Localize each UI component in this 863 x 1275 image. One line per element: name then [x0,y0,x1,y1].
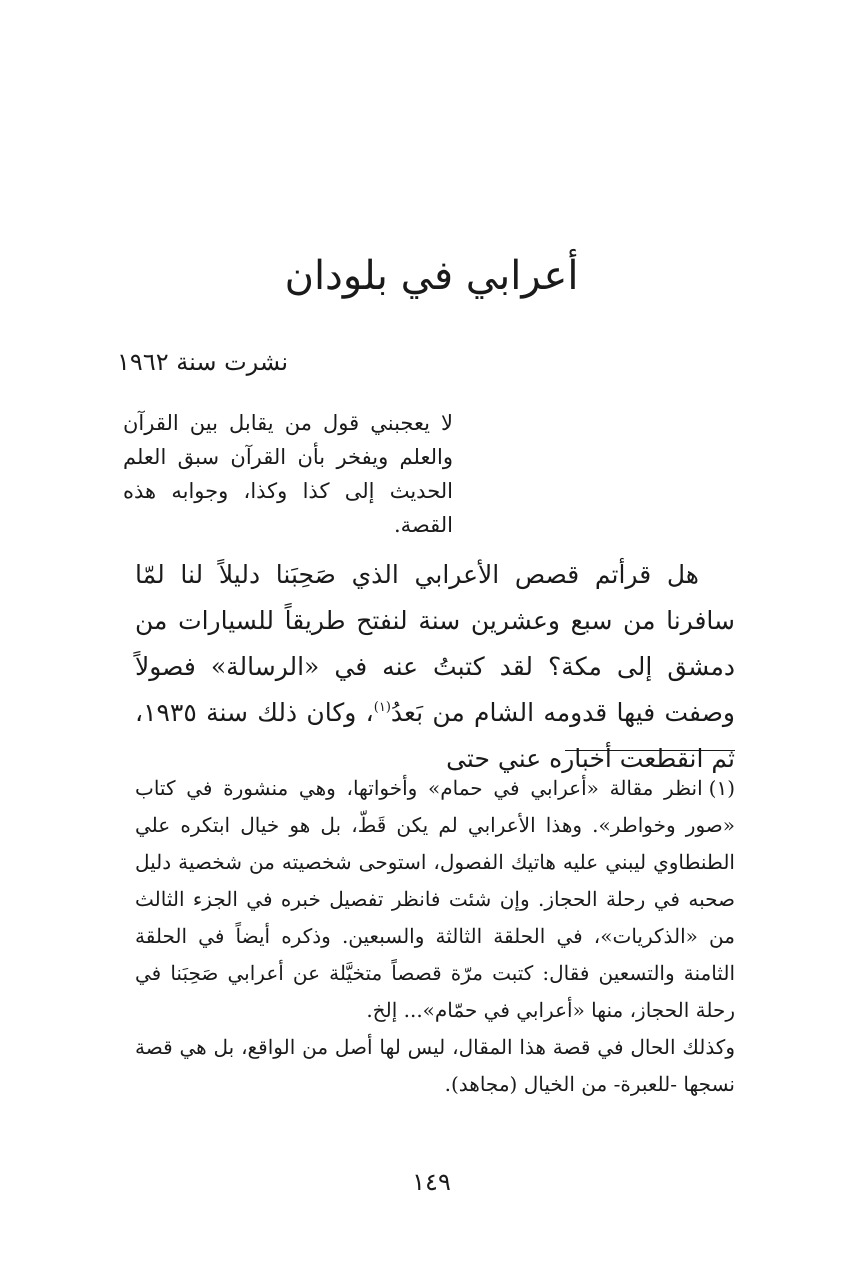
page-number: ١٤٩ [412,1168,451,1196]
footnotes [135,770,735,1103]
footnote-1 [135,770,735,1029]
footnote-separator [565,750,735,751]
publication-note: نشرت سنة ١٩٦٢ [117,348,288,376]
body-text-start: هل قرأتم قصص الأعرابي الذي صَحِبَنا دليلاً لنا لمّا سافرنا من سبع وعشرين سنة لنفتح طريقاً للسيارات من دمشق إلى مكة؟ لقد كتبتُ عنه في «الرسالة» فصولاً وصفت فيها قدومه الشام من بَعدُ [135,560,735,727]
page-title: أعرابي في بلودان [284,253,579,299]
footnote-number: (١) [708,776,735,800]
footnote-continuation: وكذلك الحال في قصة هذا المقال، ليس لها أصل من الواقع، بل هي قصة نسجها -للعبرة- من الخيال (مجاهد). [135,1035,735,1096]
body-paragraph [135,552,735,782]
epigraph: لا يعجبني قول من يقابل بين القرآن والعلم ويفخر بأن القرآن سبق العلم الحديث إلى كذا وكذا، وجوابه هذه القصة. [123,411,453,537]
body-text-end: ، وكان ذلك سنة ١٩٣٥، ثم انقطعت أخباره عني حتى [135,698,735,773]
footnote-reference: (١) [373,700,391,715]
footnote-text: انظر مقالة «أعرابي في حمام» وأخواتها، وهي منشورة في كتاب «صور وخواطر». وهذا الأعرابي لم يكن قَطّ، بل هو خيال ابتكره علي الطنطاوي ليبني عليه هاتيك الفصول، استوحى شخصيته من شخصية دليل صحبه في رحلة الحجاز. وإن شئت فانظر تفصيل خبره في الجزء الثالث من «الذكريات»، في الحلقة الثالثة والسبعين. وذكره أيضاً في الحلقة الثامنة والتسعين فقال: كتبت مرّة قصصاً متخيَّلة عن أعرابي صَحِبَنا في رحلة الحجاز، منها «أعرابي في حمّام»... إلخ. [135,776,735,1022]
